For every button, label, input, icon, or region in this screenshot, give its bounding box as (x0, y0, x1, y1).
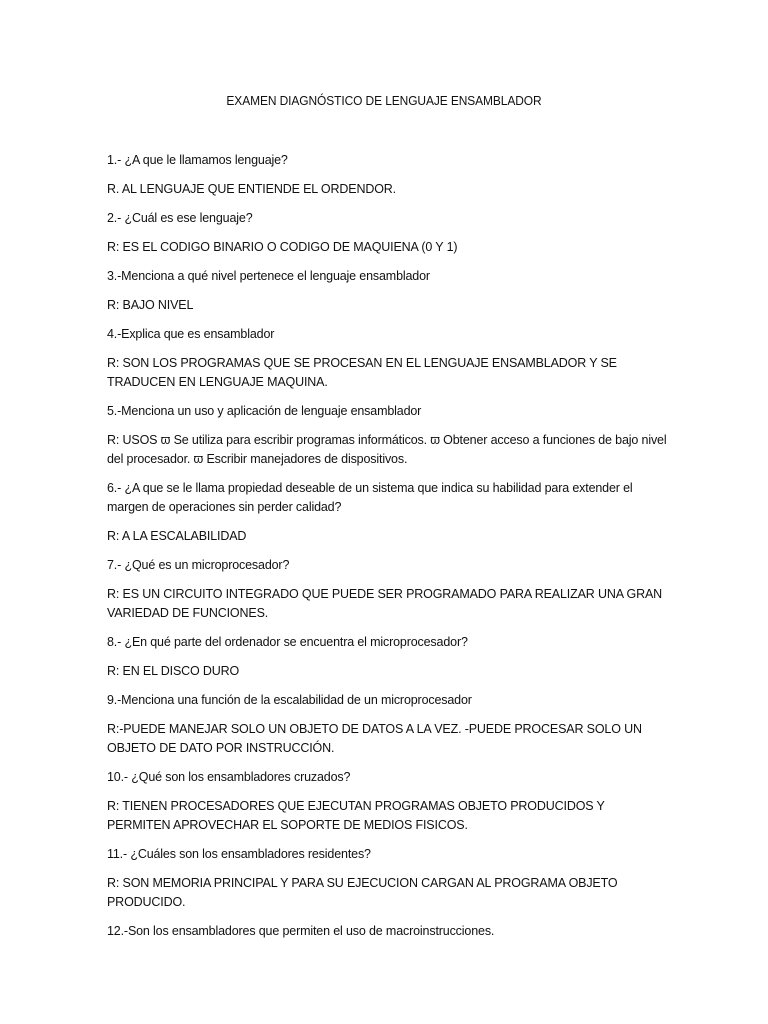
answer-6: R: A LA ESCALABILIDAD (107, 529, 247, 543)
document-title: EXAMEN DIAGNÓSTICO DE LENGUAJE ENSAMBLADOR (226, 93, 542, 108)
question-7: 7.- ¿Qué es un microprocesador? (107, 558, 290, 572)
answer-2: R: ES EL CODIGO BINARIO O CODIGO DE MAQUIENA (0 Y 1) (107, 240, 458, 254)
answer-5: R: USOS ϖ Se utiliza para escribir programas informáticos. ϖ Obtener acceso a funciones de bajo nivel del procesador. ϖ Escribir manejadores de dispositivos. (107, 433, 667, 466)
answer-3: R: BAJO NIVEL (107, 298, 194, 312)
question-3: 3.-Menciona a qué nivel pertenece el lenguaje ensamblador (107, 269, 430, 283)
answer-9: R:-PUEDE MANEJAR SOLO UN OBJETO DE DATOS A LA VEZ. -PUEDE PROCESAR SOLO UN OBJETO DE DATO POR INSTRUCCIÓN. (107, 722, 642, 755)
question-11: 11.- ¿Cuáles son los ensambladores residentes? (107, 847, 371, 861)
answer-8: R: EN EL DISCO DURO (107, 664, 240, 678)
question-8: 8.- ¿En qué parte del ordenador se encuentra el microprocesador? (107, 635, 468, 649)
answer-4: R: SON LOS PROGRAMAS QUE SE PROCESAN EN EL LENGUAJE ENSAMBLADOR Y SE TRADUCEN EN LENGUAJE MAQUINA. (107, 356, 617, 389)
document-body (107, 151, 667, 951)
question-5: 5.-Menciona un uso y aplicación de lenguaje ensamblador (107, 404, 422, 418)
question-12: 12.-Son los ensambladores que permiten el uso de macroinstrucciones. (107, 924, 495, 938)
answer-1: R. AL LENGUAJE QUE ENTIENDE EL ORDENDOR. (107, 182, 396, 196)
question-10: 10.- ¿Qué son los ensambladores cruzados? (107, 770, 351, 784)
question-9: 9.-Menciona una función de la escalabilidad de un microprocesador (107, 693, 472, 707)
answer-7: R: ES UN CIRCUITO INTEGRADO QUE PUEDE SER PROGRAMADO PARA REALIZAR UNA GRAN VARIEDAD DE FUNCIONES. (107, 587, 663, 620)
question-4: 4.-Explica que es ensamblador (107, 327, 275, 341)
question-6: 6.- ¿A que se le llama propiedad deseable de un sistema que indica su habilidad para extender el margen de operaciones sin perder calidad? (107, 481, 633, 514)
answer-10: R: TIENEN PROCESADORES QUE EJECUTAN PROGRAMAS OBJETO PRODUCIDOS Y PERMITEN APROVECHAR EL SOPORTE DE MEDIOS FISICOS. (107, 799, 605, 832)
question-1: 1.- ¿A que le llamamos lenguaje? (107, 153, 288, 167)
answer-11: R: SON MEMORIA PRINCIPAL Y PARA SU EJECUCION CARGAN AL PROGRAMA OBJETO PRODUCIDO. (107, 876, 618, 909)
question-2: 2.- ¿Cuál es ese lenguaje? (107, 211, 253, 225)
